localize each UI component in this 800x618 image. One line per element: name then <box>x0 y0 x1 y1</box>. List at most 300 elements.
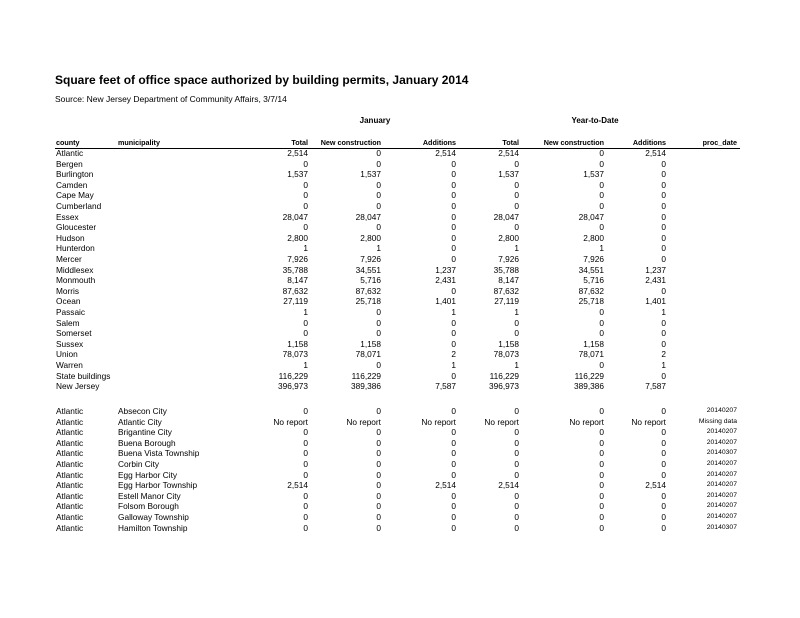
column-header-ytd-total: Total <box>502 138 519 147</box>
group-header-january: January <box>359 116 391 125</box>
cell-ytd-new-construction: 2,800 <box>583 232 604 243</box>
municipality-row <box>0 491 800 501</box>
cell-ytd-total: 0 <box>514 459 519 469</box>
cell-total: 0 <box>303 459 308 469</box>
cell-new-construction: 0 <box>376 512 381 522</box>
municipality-row <box>0 512 800 522</box>
cell-county: Burlington <box>56 169 94 180</box>
county-row <box>0 275 800 285</box>
cell-ytd-total: 8,147 <box>498 275 519 286</box>
cell-total: 0 <box>303 437 308 448</box>
municipality-row <box>0 406 800 416</box>
cell-municipality: Folsom Borough <box>118 501 179 512</box>
cell-additions: 1,401 <box>435 296 456 307</box>
cell-ytd-new-construction: 0 <box>599 201 604 211</box>
cell-county: Atlantic <box>56 512 84 522</box>
cell-ytd-total: 0 <box>514 190 519 201</box>
municipality-row <box>0 417 800 427</box>
cell-additions: 1 <box>451 307 456 317</box>
cell-ytd-total: 0 <box>514 512 519 522</box>
cell-additions: 0 <box>451 469 456 480</box>
column-header-additions: Additions <box>422 138 456 147</box>
cell-total: 2,514 <box>287 480 308 491</box>
county-row <box>0 328 800 338</box>
cell-county: Passaic <box>56 307 86 317</box>
cell-ytd-new-construction: 0 <box>599 222 604 233</box>
cell-ytd-new-construction: 0 <box>599 448 604 459</box>
cell-total: 0 <box>303 469 308 480</box>
county-row <box>0 243 800 253</box>
cell-total: 0 <box>303 201 308 211</box>
cell-ytd-total: 116,229 <box>489 370 519 381</box>
cell-proc-date: 20140207 <box>706 491 737 499</box>
cell-new-construction: 25,718 <box>355 296 381 307</box>
cell-county: Sussex <box>56 338 84 349</box>
cell-county: Hudson <box>56 232 85 243</box>
cell-ytd-additions: 0 <box>661 211 666 222</box>
cell-new-construction: 0 <box>376 360 381 370</box>
cell-county: Essex <box>56 211 79 222</box>
cell-ytd-new-construction: 0 <box>599 179 604 190</box>
cell-county: Ocean <box>56 296 81 307</box>
county-row <box>0 148 800 158</box>
cell-municipality: Corbin City <box>118 459 160 469</box>
municipality-row <box>0 501 800 511</box>
cell-total: 8,147 <box>287 275 308 286</box>
cell-total: 0 <box>303 158 308 169</box>
cell-total: 0 <box>303 501 308 512</box>
cell-total: 0 <box>303 490 308 501</box>
cell-additions: 1,237 <box>435 264 456 275</box>
cell-new-construction: 0 <box>376 179 381 190</box>
cell-ytd-additions: 0 <box>661 232 666 243</box>
cell-county: Hunterdon <box>56 243 95 254</box>
cell-ytd-new-construction: 0 <box>599 317 604 328</box>
municipality-row <box>0 438 800 448</box>
cell-total: 0 <box>303 512 308 522</box>
cell-ytd-additions: 0 <box>661 522 666 533</box>
cell-ytd-additions: 1 <box>661 307 666 317</box>
cell-ytd-new-construction: 1,158 <box>583 338 604 349</box>
cell-ytd-additions: 0 <box>661 437 666 448</box>
cell-ytd-additions: 2,431 <box>645 275 666 286</box>
cell-total: 35,788 <box>282 264 308 275</box>
cell-ytd-total: 1,158 <box>498 338 519 349</box>
cell-total: 1 <box>303 243 308 254</box>
cell-additions: 0 <box>451 490 456 501</box>
cell-proc-date: 20140207 <box>706 460 737 467</box>
cell-ytd-new-construction: No report <box>569 416 604 427</box>
cell-ytd-new-construction: 0 <box>599 459 604 469</box>
cell-total: 0 <box>303 522 308 533</box>
cell-new-construction: 0 <box>376 158 381 169</box>
cell-additions: 0 <box>451 501 456 512</box>
county-row <box>0 296 800 306</box>
county-row <box>0 265 800 275</box>
cell-new-construction: 0 <box>376 469 381 480</box>
report-title: Square feet of office space authorized by building permits, January 2014 <box>55 73 469 87</box>
cell-new-construction: 389,386 <box>351 381 381 392</box>
cell-municipality: Estell Manor City <box>118 490 181 501</box>
cell-ytd-total: 1,537 <box>498 169 519 180</box>
cell-county: Atlantic <box>56 469 84 480</box>
cell-new-construction: 116,229 <box>351 370 381 381</box>
cell-proc-date: 20140207 <box>706 481 737 489</box>
cell-ytd-additions: 0 <box>661 328 666 339</box>
cell-county: Cumberland <box>56 201 102 211</box>
column-header-proc-date: proc_date <box>702 138 737 147</box>
cell-county: New Jersey <box>56 381 100 392</box>
cell-ytd-total: 0 <box>514 448 519 459</box>
county-row <box>0 212 800 222</box>
cell-ytd-additions: 0 <box>661 501 666 512</box>
column-header-total: Total <box>291 138 308 147</box>
cell-additions: 0 <box>451 370 456 381</box>
county-row <box>0 180 800 190</box>
cell-ytd-additions: 0 <box>661 190 666 201</box>
cell-ytd-total: 0 <box>514 317 519 328</box>
cell-ytd-additions: 0 <box>661 285 666 296</box>
cell-new-construction: 0 <box>376 522 381 533</box>
cell-ytd-new-construction: 0 <box>599 501 604 512</box>
cell-new-construction: 1,537 <box>360 169 381 180</box>
municipality-row <box>0 427 800 437</box>
cell-total: 78,073 <box>282 349 308 360</box>
cell-total: 0 <box>303 317 308 328</box>
cell-new-construction: 0 <box>376 201 381 211</box>
cell-ytd-new-construction: 0 <box>599 148 604 158</box>
cell-additions: 0 <box>451 317 456 328</box>
cell-municipality: Buena Borough <box>118 437 176 448</box>
cell-ytd-additions: 2,514 <box>645 480 666 491</box>
cell-ytd-new-construction: 87,632 <box>578 285 604 296</box>
cell-additions: 0 <box>451 243 456 254</box>
cell-additions: 0 <box>451 232 456 243</box>
cell-total: 1,537 <box>287 169 308 180</box>
cell-municipality: Absecon City <box>118 406 167 416</box>
cell-ytd-total: 2,514 <box>498 148 519 158</box>
cell-new-construction: 0 <box>376 427 381 438</box>
cell-additions: 0 <box>451 201 456 211</box>
cell-total: 1,158 <box>287 338 308 349</box>
cell-ytd-total: 0 <box>514 522 519 533</box>
municipality-row <box>0 459 800 469</box>
cell-total: 396,973 <box>278 381 308 392</box>
cell-additions: 0 <box>451 222 456 233</box>
county-row <box>0 159 800 169</box>
cell-additions: 2,514 <box>435 148 456 158</box>
cell-county: Cape May <box>56 190 94 201</box>
cell-ytd-total: 35,788 <box>493 264 519 275</box>
cell-proc-date: 20140207 <box>706 502 737 510</box>
cell-additions: 0 <box>451 328 456 339</box>
cell-additions: 2,431 <box>435 275 456 286</box>
cell-total: No report <box>273 416 308 427</box>
cell-new-construction: 0 <box>376 480 381 491</box>
cell-ytd-new-construction: 0 <box>599 190 604 201</box>
cell-total: 0 <box>303 328 308 339</box>
county-row <box>0 381 800 391</box>
cell-new-construction: 0 <box>376 328 381 339</box>
county-row <box>0 318 800 328</box>
cell-ytd-new-construction: 7,926 <box>583 254 604 264</box>
county-row <box>0 371 800 381</box>
cell-ytd-total: 0 <box>514 179 519 190</box>
cell-ytd-additions: 0 <box>661 222 666 233</box>
cell-new-construction: 0 <box>376 448 381 459</box>
cell-ytd-new-construction: 116,229 <box>574 370 604 381</box>
municipality-row <box>0 523 800 533</box>
cell-proc-date: Missing data <box>698 417 737 425</box>
column-header-new-construction: New construction <box>320 138 381 147</box>
cell-proc-date: 20140207 <box>706 470 737 478</box>
cell-new-construction: 0 <box>376 317 381 328</box>
cell-new-construction: 87,632 <box>355 285 381 296</box>
cell-ytd-new-construction: 1,537 <box>583 169 604 180</box>
cell-new-construction: 0 <box>376 459 381 469</box>
cell-ytd-total: 78,073 <box>493 349 519 360</box>
cell-additions: 0 <box>451 459 456 469</box>
cell-new-construction: 0 <box>376 307 381 317</box>
county-row <box>0 222 800 232</box>
cell-county: Atlantic <box>56 448 84 459</box>
cell-additions: 0 <box>451 437 456 448</box>
cell-ytd-additions: 2 <box>661 349 666 360</box>
cell-ytd-additions: 0 <box>661 243 666 254</box>
county-row <box>0 233 800 243</box>
cell-ytd-new-construction: 389,386 <box>574 381 604 392</box>
cell-additions: 0 <box>451 406 456 416</box>
cell-total: 28,047 <box>282 211 308 222</box>
cell-ytd-total: 0 <box>514 158 519 169</box>
cell-total: 2,800 <box>287 232 308 243</box>
cell-additions: 0 <box>451 211 456 222</box>
cell-additions: 0 <box>451 448 456 459</box>
cell-ytd-total: 0 <box>514 328 519 339</box>
cell-ytd-additions: 0 <box>661 201 666 211</box>
cell-municipality: Egg Harbor City <box>118 469 178 480</box>
cell-ytd-total: 0 <box>514 501 519 512</box>
cell-ytd-total: 0 <box>514 201 519 211</box>
cell-new-construction: 34,551 <box>355 264 381 275</box>
county-row <box>0 360 800 370</box>
cell-ytd-new-construction: 5,716 <box>583 275 604 286</box>
cell-ytd-additions: 0 <box>661 512 666 522</box>
cell-ytd-new-construction: 25,718 <box>578 296 604 307</box>
cell-municipality: Hamilton Township <box>118 522 188 533</box>
cell-ytd-total: 2,514 <box>498 480 519 491</box>
column-header-ytd-new-construction: New construction <box>543 138 604 147</box>
county-row <box>0 254 800 264</box>
cell-additions: 0 <box>451 338 456 349</box>
county-row <box>0 169 800 179</box>
cell-new-construction: 78,071 <box>355 349 381 360</box>
cell-new-construction: 0 <box>376 406 381 416</box>
cell-ytd-total: 7,926 <box>498 254 519 264</box>
cell-ytd-new-construction: 78,071 <box>578 349 604 360</box>
cell-municipality: Galloway Township <box>118 512 189 522</box>
cell-county: State buildings <box>56 370 111 381</box>
cell-ytd-new-construction: 0 <box>599 406 604 416</box>
cell-ytd-new-construction: 34,551 <box>578 264 604 275</box>
cell-ytd-total: 1 <box>514 360 519 370</box>
cell-county: Bergen <box>56 158 83 169</box>
cell-new-construction: 0 <box>376 490 381 501</box>
cell-ytd-additions: 0 <box>661 158 666 169</box>
cell-ytd-new-construction: 0 <box>599 437 604 448</box>
cell-new-construction: 7,926 <box>360 254 381 264</box>
cell-total: 1 <box>303 307 308 317</box>
municipality-row <box>0 480 800 490</box>
cell-ytd-additions: 0 <box>661 254 666 264</box>
cell-ytd-new-construction: 1 <box>599 243 604 254</box>
cell-ytd-additions: 1,237 <box>645 264 666 275</box>
cell-new-construction: 0 <box>376 190 381 201</box>
cell-additions: 0 <box>451 427 456 438</box>
cell-county: Atlantic <box>56 490 84 501</box>
cell-ytd-total: 28,047 <box>493 211 519 222</box>
cell-ytd-additions: 7,587 <box>645 381 666 392</box>
county-row <box>0 286 800 296</box>
cell-additions: 0 <box>451 179 456 190</box>
cell-county: Atlantic <box>56 148 84 158</box>
county-row <box>0 349 800 359</box>
cell-ytd-additions: 0 <box>661 427 666 438</box>
cell-total: 116,229 <box>278 370 308 381</box>
cell-additions: 0 <box>451 158 456 169</box>
county-row <box>0 307 800 317</box>
cell-ytd-new-construction: 0 <box>599 490 604 501</box>
cell-ytd-total: 0 <box>514 469 519 480</box>
cell-ytd-additions: 2,514 <box>645 148 666 158</box>
cell-ytd-additions: 0 <box>661 459 666 469</box>
cell-county: Morris <box>56 285 80 296</box>
cell-ytd-total: 0 <box>514 437 519 448</box>
cell-additions: 2 <box>451 349 456 360</box>
cell-ytd-total: 27,119 <box>494 296 519 307</box>
cell-ytd-additions: 0 <box>661 179 666 190</box>
cell-new-construction: 5,716 <box>360 275 381 286</box>
cell-county: Gloucester <box>56 222 97 233</box>
cell-county: Atlantic <box>56 480 84 491</box>
municipality-row <box>0 470 800 480</box>
cell-new-construction: 0 <box>376 148 381 158</box>
cell-county: Camden <box>56 179 88 190</box>
cell-county: Monmouth <box>56 275 96 286</box>
cell-ytd-new-construction: 0 <box>599 512 604 522</box>
cell-additions: 7,587 <box>435 381 456 392</box>
cell-ytd-additions: 0 <box>661 469 666 480</box>
column-header-county: county <box>56 138 80 147</box>
column-header-municipality: municipality <box>118 138 160 147</box>
cell-additions: 2,514 <box>435 480 456 491</box>
county-row <box>0 339 800 349</box>
cell-ytd-additions: No report <box>631 416 666 427</box>
cell-municipality: Egg Harbor Township <box>118 480 198 491</box>
cell-proc-date: 20140207 <box>706 428 737 436</box>
cell-total: 0 <box>303 222 308 233</box>
source-note: Source: New Jersey Department of Community Affairs, 3/7/14 <box>55 94 287 104</box>
cell-county: Somerset <box>56 328 92 339</box>
cell-ytd-additions: 0 <box>661 448 666 459</box>
cell-additions: 0 <box>451 285 456 296</box>
cell-additions: 0 <box>451 169 456 180</box>
cell-ytd-additions: 1 <box>661 360 666 370</box>
cell-total: 0 <box>303 179 308 190</box>
cell-ytd-total: 396,973 <box>489 381 519 392</box>
cell-ytd-total: 0 <box>514 490 519 501</box>
cell-ytd-new-construction: 0 <box>599 307 604 317</box>
cell-county: Atlantic <box>56 406 84 416</box>
cell-new-construction: 2,800 <box>360 232 381 243</box>
cell-total: 7,926 <box>287 254 308 264</box>
cell-county: Union <box>56 349 78 360</box>
cell-ytd-new-construction: 0 <box>599 328 604 339</box>
cell-ytd-total: 0 <box>514 427 519 438</box>
cell-ytd-total: 2,800 <box>498 232 519 243</box>
cell-new-construction: 0 <box>376 501 381 512</box>
cell-total: 0 <box>303 190 308 201</box>
cell-new-construction: 1,158 <box>360 338 381 349</box>
cell-additions: 0 <box>451 512 456 522</box>
cell-ytd-new-construction: 0 <box>599 158 604 169</box>
cell-ytd-additions: 0 <box>661 370 666 381</box>
cell-additions: 0 <box>451 522 456 533</box>
cell-county: Atlantic <box>56 501 84 512</box>
cell-municipality: Buena Vista Township <box>118 448 200 459</box>
cell-total: 0 <box>303 406 308 416</box>
cell-proc-date: 20140207 <box>706 407 737 414</box>
cell-county: Atlantic <box>56 522 84 533</box>
cell-county: Salem <box>56 317 80 328</box>
cell-additions: 1 <box>451 360 456 370</box>
cell-ytd-total: 0 <box>514 222 519 233</box>
cell-ytd-new-construction: 0 <box>599 427 604 438</box>
cell-county: Atlantic <box>56 459 84 469</box>
cell-ytd-total: No report <box>484 416 519 427</box>
cell-proc-date: 20140207 <box>706 438 737 446</box>
cell-county: Atlantic <box>56 416 84 427</box>
cell-additions: 0 <box>451 254 456 264</box>
cell-ytd-new-construction: 0 <box>599 522 604 533</box>
cell-ytd-additions: 0 <box>661 169 666 180</box>
cell-ytd-additions: 1,401 <box>645 296 666 307</box>
cell-county: Warren <box>56 360 83 370</box>
cell-total: 0 <box>303 427 308 438</box>
group-header-year-to-date: Year-to-Date <box>571 116 619 125</box>
cell-ytd-new-construction: 28,047 <box>578 211 604 222</box>
cell-ytd-new-construction: 0 <box>599 480 604 491</box>
cell-proc-date: 20140207 <box>706 513 737 520</box>
cell-county: Mercer <box>56 254 82 264</box>
cell-county: Atlantic <box>56 437 84 448</box>
cell-new-construction: 28,047 <box>355 211 381 222</box>
cell-ytd-total: 0 <box>514 406 519 416</box>
cell-ytd-total: 87,632 <box>493 285 519 296</box>
cell-additions: No report <box>421 416 456 427</box>
municipality-row <box>0 448 800 458</box>
cell-county: Atlantic <box>56 427 84 438</box>
cell-total: 1 <box>303 360 308 370</box>
cell-ytd-total: 1 <box>514 243 519 254</box>
county-row <box>0 190 800 200</box>
cell-new-construction: No report <box>346 416 381 427</box>
cell-ytd-additions: 0 <box>661 317 666 328</box>
cell-ytd-new-construction: 0 <box>599 360 604 370</box>
county-row <box>0 201 800 211</box>
cell-county: Middlesex <box>56 264 94 275</box>
cell-total: 2,514 <box>287 148 308 158</box>
